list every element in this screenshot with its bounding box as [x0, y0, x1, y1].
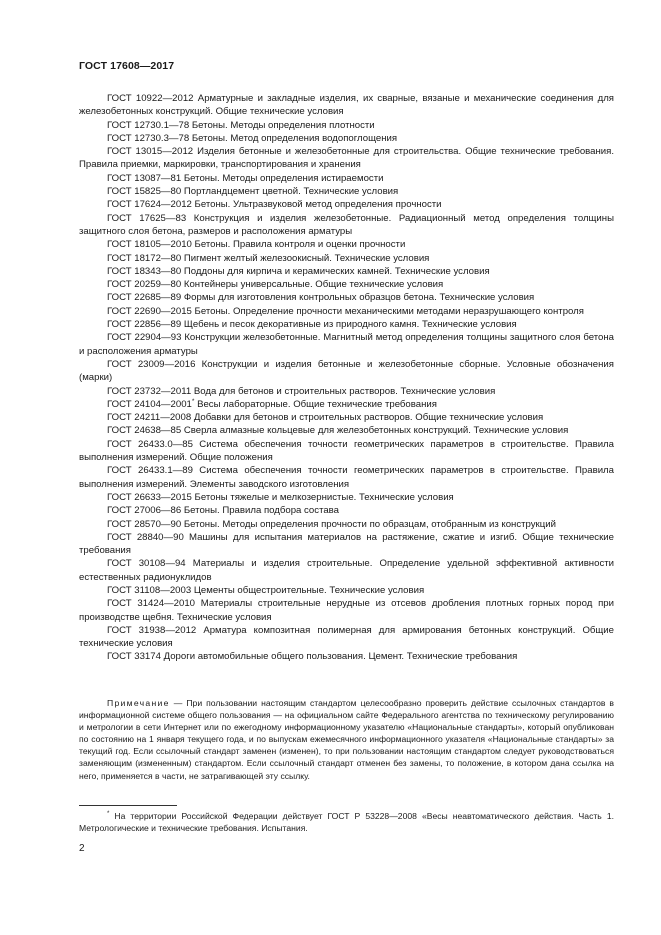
reference-item: ГОСТ 26433.0—85 Система обеспечения точности геометрических параметров в строительстве. Правила выполнения измерений. Общие положения — [79, 438, 614, 464]
note-paragraph — [79, 697, 614, 782]
normative-references-list — [79, 92, 614, 664]
reference-item: ГОСТ 17624—2012 Бетоны. Ультразвуковой метод определения прочности — [107, 199, 442, 211]
footnote-marker: * — [107, 811, 110, 818]
footnote — [79, 810, 614, 834]
reference-item: ГОСТ 31424—2010 Материалы строительные нерудные из отсевов дробления плотных горных пород при производстве щебня. Технические условия — [79, 598, 614, 623]
note-text: — При пользовании настоящим стандартом целесообразно проверить действие ссылочных стандартов в информационной системе общего пользования — на официальном сайте Федерального агентства по техническому регулированию и метрологии в сети Интернет или по ежегодному информационному указателю «Национальные стандарты», который опубликован по состоянию на 1 января текущего года, и по выпускам ежемесячного информационного указателя «Национальные стандарты» за текущий год. Если ссылочный стандарт заменен (изменен), то при пользовании настоящим стандартом следует руководствоваться заменяющим (измененным) стандартом. Если ссылочный стандарт отменен без замены, то положение, в котором дана ссылка на него, применяется в части, не затрагивающей эту ссылку. — [79, 698, 614, 781]
reference-item: ГОСТ 33174 Дороги автомобильные общего пользования. Цемент. Технические требования — [107, 651, 518, 663]
reference-item: ГОСТ 26633—2015 Бетоны тяжелые и мелкозернистые. Технические условия — [107, 491, 454, 503]
reference-item: ГОСТ 27006—86 Бетоны. Правила подбора состава — [107, 505, 340, 517]
reference-item: ГОСТ 18172—80 Пигмент желтый железоокисный. Технические условия — [107, 252, 430, 264]
reference-item: ГОСТ 13015—2012 Изделия бетонные и железобетонные для строительства. Общие технические требования. Правила приемки, маркировки, транспортирования и хранения — [79, 146, 614, 171]
reference-item: ГОСТ 24211—2008 Добавки для бетонов и строительных растворов. Общие технические условия — [107, 412, 544, 424]
note-label: Примечание — [107, 698, 170, 708]
reference-item: ГОСТ 28840—90 Машины для испытания материалов на растяжение, сжатие и изгиб. Общие технические требования — [79, 531, 614, 557]
reference-item: ГОСТ 20259—80 Контейнеры универсальные. Общие технические условия — [107, 279, 444, 291]
reference-item: ГОСТ 28570—90 Бетоны. Методы определения прочности по образцам, отобранным из конструкций — [107, 518, 556, 530]
reference-item: ГОСТ 26433.1—89 Система обеспечения точности геометрических параметров в строительстве. Правила выполнения измерений. Элементы заводского изготовления — [79, 465, 614, 490]
reference-item: ГОСТ 31108—2003 Цементы общестроительные. Технические условия — [107, 584, 425, 596]
reference-item: ГОСТ 13087—81 Бетоны. Методы определения истираемости — [107, 172, 384, 184]
footnote-divider — [79, 805, 177, 806]
reference-item: ГОСТ 22690—2015 Бетоны. Определение прочности механическими методами неразрушающего контроля — [107, 305, 584, 317]
reference-item: ГОСТ 17625—83 Конструкция и изделия железобетонные. Радиационный метод определения толщины защитного слоя бетона, размеров и расположения арматуры — [79, 212, 614, 237]
reference-item: ГОСТ 31938—2012 Арматура композитная полимерная для армирования бетонных конструкций. Общие технические условия — [79, 624, 614, 650]
reference-item: ГОСТ 24638—85 Сверла алмазные кольцевые для железобетонных конструкций. Технические условия — [107, 425, 569, 437]
document-header: ГОСТ 17608—2017 — [79, 60, 175, 72]
footnote-text: На территории Российской Федерации действует ГОСТ Р 53228—2008 «Весы неавтоматического действия. Часть 1. Метрологические и технические требования. Испытания. — [79, 811, 614, 834]
reference-item: ГОСТ 23009—2016 Конструкции и изделия бетонные и железобетонные сборные. Условные обозначения (марки) — [79, 358, 614, 384]
footnote-reference-marker: * — [191, 397, 195, 405]
reference-item: ГОСТ 22856—89 Щебень и песок декоративные из природного камня. Технические условия — [107, 319, 517, 331]
reference-item-text: Весы лабораторные. Общие технические требования — [194, 398, 437, 410]
reference-item: ГОСТ 22904—93 Конструкции железобетонные. Магнитный метод определения толщины защитного слоя бетона и расположения арматуры — [79, 332, 614, 357]
reference-item: ГОСТ 10922—2012 Арматурные и закладные изделия, их сварные, вязаные и механические соединения для железобетонных конструкций. Общие технические условия — [79, 93, 614, 118]
page-number: 2 — [79, 843, 85, 854]
reference-item: ГОСТ 18343—80 Поддоны для кирпича и керамических камней. Технические условия — [107, 265, 490, 277]
reference-item: ГОСТ 22685—89 Формы для изготовления контрольных образцов бетона. Технические условия — [107, 292, 535, 304]
reference-item: ГОСТ 12730.1—78 Бетоны. Методы определения плотности — [107, 119, 375, 131]
reference-item: ГОСТ 15825—80 Портландцемент цветной. Технические условия — [107, 186, 399, 198]
reference-item: ГОСТ 12730.3—78 Бетоны. Метод определения водопоглощения — [107, 132, 398, 144]
reference-item — [79, 398, 614, 411]
reference-item-text: ГОСТ 24104—2001 — [107, 398, 192, 410]
reference-item: ГОСТ 23732—2011 Вода для бетонов и строительных растворов. Технические условия — [107, 385, 496, 397]
reference-item: ГОСТ 30108—94 Материалы и изделия строительные. Определение удельной эффективной активности естественных радионуклидов — [79, 558, 614, 583]
reference-item: ГОСТ 18105—2010 Бетоны. Правила контроля и оценки прочности — [107, 239, 406, 251]
